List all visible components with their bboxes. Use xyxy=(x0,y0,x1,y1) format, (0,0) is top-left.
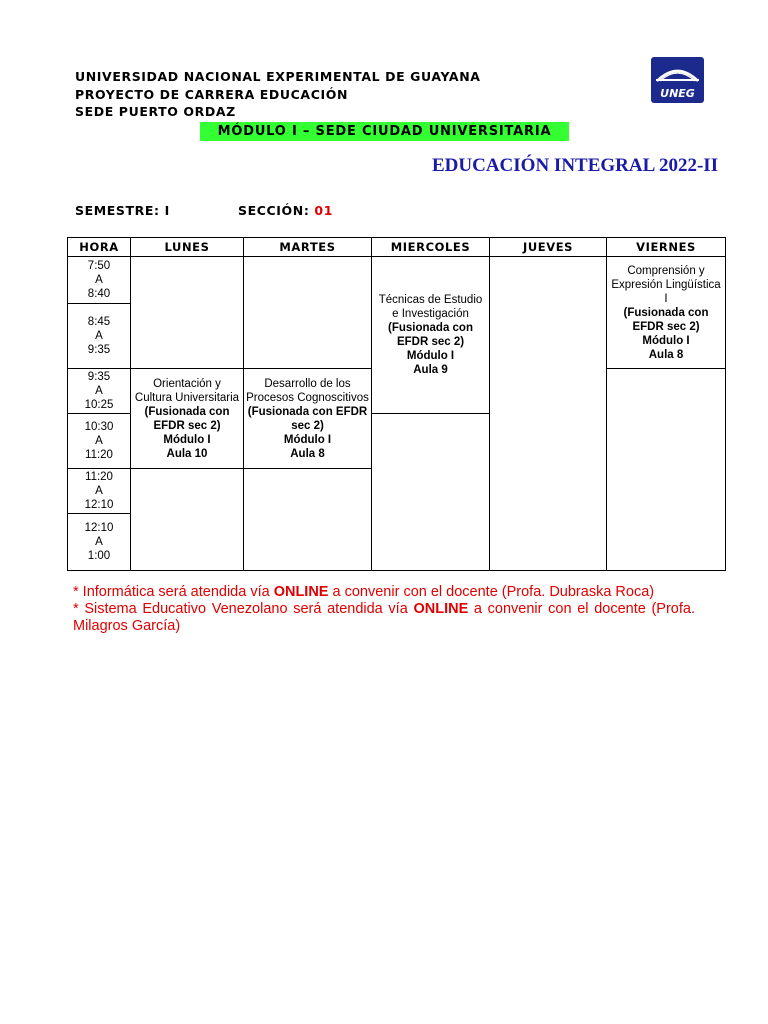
module: Módulo I xyxy=(406,350,455,362)
note-text: * Sistema Educativo Venezolano será atendida vía xyxy=(73,601,414,617)
logo-text: UNEG xyxy=(660,87,695,100)
program-title: EDUCACIÓN INTEGRAL 2022-II xyxy=(432,155,719,176)
fusion-note: (Fusionada con EFDR sec 2) xyxy=(144,405,230,432)
class-cell-viernes xyxy=(607,257,726,369)
module-title: MÓDULO I – SEDE CIUDAD UNIVERSITARIA xyxy=(200,122,569,141)
empty-cell xyxy=(490,257,607,571)
room: Aula 10 xyxy=(166,447,208,460)
fusion-note: (Fusionada con EFDR sec 2) xyxy=(388,322,473,348)
time-slot: 12:10 A 1:00 xyxy=(68,514,131,571)
table-row xyxy=(68,257,726,304)
note-online: ONLINE xyxy=(413,601,469,617)
col-header-jueves: JUEVES xyxy=(490,238,607,257)
time-slot: 9:35 A 10:25 xyxy=(68,369,131,414)
room: Aula 8 xyxy=(648,348,684,361)
time-slot: 10:30 A 11:20 xyxy=(68,414,131,469)
time-slot: 8:45 A 9:35 xyxy=(68,304,131,369)
note-text: * Informática será atendida vía xyxy=(73,584,274,600)
section-label-text: SECCIÓN: xyxy=(238,203,310,218)
empty-cell xyxy=(131,257,244,369)
room: Aula 8 xyxy=(290,447,325,460)
class-cell-miercoles xyxy=(372,257,490,414)
module: Módulo I xyxy=(163,433,211,446)
empty-cell xyxy=(244,257,372,369)
subject: Orientación y Cultura Universitaria xyxy=(134,377,240,404)
class-cell-martes xyxy=(244,369,372,469)
career-project: PROYECTO DE CARRERA EDUCACIÓN xyxy=(75,87,349,102)
section-label xyxy=(238,203,333,218)
col-header-miercoles: MIERCOLES xyxy=(372,238,490,257)
university-name: UNIVERSIDAD NACIONAL EXPERIMENTAL DE GUAYANA xyxy=(75,69,481,84)
col-header-viernes: VIERNES xyxy=(607,238,726,257)
table-header-row xyxy=(68,238,726,257)
fusion-note: (Fusionada con EFDR sec 2) xyxy=(623,306,709,333)
empty-cell xyxy=(131,469,244,571)
empty-cell xyxy=(372,414,490,571)
schedule-table xyxy=(67,237,726,571)
room: Aula 9 xyxy=(413,364,448,376)
module: Módulo I xyxy=(642,334,690,347)
uneg-logo xyxy=(651,57,704,103)
subject: Comprensión y Expresión Lingüística I xyxy=(611,264,721,305)
col-header-hora: HORA xyxy=(68,238,131,257)
class-cell-lunes xyxy=(131,369,244,469)
time-slot: 7:50 A 8:40 xyxy=(68,257,131,304)
semester-label: SEMESTRE: I xyxy=(75,203,170,218)
subject: Desarrollo de los Procesos Cognoscitivos xyxy=(246,377,369,404)
note-online: ONLINE xyxy=(273,584,329,600)
note-sistema-educativo xyxy=(73,601,695,635)
subject: Técnicas de Estudio e Investigación xyxy=(378,294,483,320)
empty-cell xyxy=(607,369,726,571)
note-informatica xyxy=(73,584,695,601)
col-header-lunes: LUNES xyxy=(131,238,244,257)
empty-cell xyxy=(244,469,372,571)
note-text: a convenir con el docente (Profa. Dubraska Roca) xyxy=(328,584,655,600)
note-text: a convenir con el docente (Profa. Milagros García) xyxy=(73,601,695,634)
section-value: 01 xyxy=(314,203,333,218)
fusion-note: (Fusionada con EFDR sec 2) xyxy=(247,405,368,432)
col-header-martes: MARTES xyxy=(244,238,372,257)
module: Módulo I xyxy=(283,433,332,446)
time-slot: 11:20 A 12:10 xyxy=(68,469,131,514)
campus-name: SEDE PUERTO ORDAZ xyxy=(75,104,236,119)
